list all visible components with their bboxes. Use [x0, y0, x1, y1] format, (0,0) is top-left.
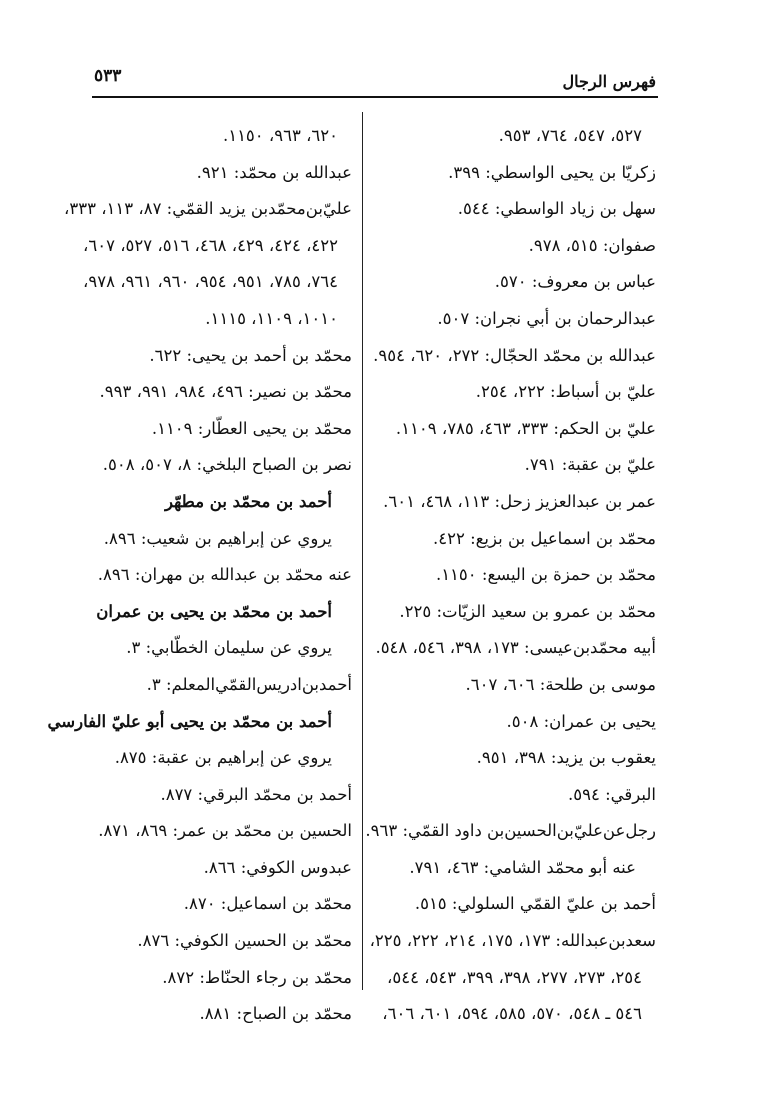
index-entry: عباس بن معروف: ٥٧٠. [494, 272, 656, 292]
index-entry: عنه محمّد بن عبدالله بن مهران: ٨٩٦. [97, 565, 352, 585]
index-entry: عمر بن عبدالعزيز زحل: ١١٣، ٤٦٨، ٦٠١. [383, 491, 656, 511]
index-entry: عنه أبو محمّد الشامي: ٤٦٣، ٧٩١. [409, 857, 636, 877]
index-entry: نصر بن الصباح البلخي: ٨، ٥٠٧، ٥٠٨. [102, 455, 352, 475]
index-entry: سعدبن‌عبدالله: ١٧٣، ١٧٥، ٢١٤، ٢٢٢، ٢٢٥، [369, 931, 656, 951]
page-number: ٥٣٣ [94, 66, 122, 86]
index-entry: ١٠١٠، ١١٠٩، ١١١٥. [205, 308, 338, 328]
right-column [365, 118, 656, 1033]
index-entry: محمّد بن الحسين الكوفي: ٨٧٦. [137, 931, 352, 951]
index-entry: محمّد بن اسماعيل: ٨٧٠. [183, 894, 352, 914]
index-entry: يروي عن إبراهيم بن عقبة: ٨٧٥. [114, 748, 332, 768]
index-entry: عليّ بن أسباط: ٢٢٢، ٢٥٤. [475, 382, 656, 402]
index-entry: ٢٥٤، ٢٧٣، ٢٧٧، ٣٩٨، ٣٩٩، ٥٤٣، ٥٤٤، [387, 967, 642, 987]
index-entry: أحمد بن عليّ القمّي السلولي: ٥١٥. [414, 894, 656, 914]
index-entry: ٧٦٤، ٧٨٥، ٩٥١، ٩٥٤، ٩٦٠، ٩٦١، ٩٧٨، [83, 272, 338, 292]
index-entry: يروي عن سليمان الخطّابي: ٣. [126, 638, 332, 658]
index-entry: عبدالله بن محمّد: ٩٢١. [196, 162, 352, 182]
index-entry: أحمد بن محمّد البرقي: ٨٧٧. [160, 784, 352, 804]
header-title: فهرس الرجال [562, 72, 656, 91]
index-entry: ٦٢٠، ٩٦٣، ١١٥٠. [222, 126, 338, 145]
index-entry: عبدالرحمان بن أبي نجران: ٥٠٧. [437, 308, 656, 328]
index-entry: محمّد بن يحيى العطّار: ١١٠٩. [151, 418, 352, 438]
index-entry: يحيى بن عمران: ٥٠٨. [506, 711, 656, 731]
index-entry: ٥٤٦ ـ ٥٤٨، ٥٧٠، ٥٨٥، ٥٩٤، ٦٠١، ٦٠٦، [382, 1004, 642, 1024]
index-entry: عليّ‌بن‌محمّدبن يزيد القمّي: ٨٧، ١١٣، ٣٣٣، [64, 199, 352, 219]
index-entry: محمّد بن رجاء الحنّاط: ٨٧٢. [162, 967, 352, 987]
index-entry: يروي عن إبراهيم بن شعيب: ٨٩٦. [103, 528, 332, 548]
index-entry: عليّ بن الحكم: ٣٣٣، ٤٦٣، ٧٨٥، ١١٠٩. [395, 418, 656, 438]
index-entry: ٥٢٧، ٥٤٧، ٧٦٤، ٩٥٣. [498, 126, 642, 145]
column-divider [362, 112, 363, 990]
index-entry: زكريّا بن يحيى الواسطي: ٣٩٩. [448, 162, 656, 182]
index-entry: يعقوب بن يزيد: ٣٩٨، ٩٥١. [476, 748, 656, 768]
index-entry: محمّد بن الصباح: ٨٨١. [199, 1004, 352, 1024]
index-heading: أحمد بن محمّد بن يحيى بن عمران [96, 601, 332, 621]
index-entry: البرقي: ٥٩٤. [568, 784, 656, 804]
left-column [47, 118, 352, 1033]
page-header [92, 62, 658, 98]
index-entry: عبدالله بن محمّد الحجّال: ٢٧٢، ٦٢٠، ٩٥٤. [373, 345, 656, 365]
index-heading: أحمد بن محمّد بن مطهّر [164, 491, 332, 511]
index-entry: ٤٢٢، ٤٢٤، ٤٢٩، ٤٦٨، ٥١٦، ٥٢٧، ٦٠٧، [83, 235, 338, 255]
index-entry: عبدوس الكوفي: ٨٦٦. [203, 857, 352, 877]
index-entry: موسى بن طلحة: ٦٠٦، ٦٠٧. [465, 674, 656, 694]
index-entry: أحمدبن‌ادريس‌القمّي‌المعلم: ٣. [146, 674, 352, 694]
index-entry: محمّد بن أحمد بن يحيى: ٦٢٢. [149, 345, 352, 365]
index-entry: عليّ بن عقبة: ٧٩١. [524, 455, 656, 475]
index-entry: محمّد بن حمزة بن اليسع: ١١٥٠. [435, 565, 656, 585]
index-entry: محمّد بن نصير: ٤٩٦، ٩٨٤، ٩٩١، ٩٩٣. [99, 382, 352, 402]
index-entry: محمّد بن اسماعيل بن بزيع: ٤٢٢. [433, 528, 656, 548]
index-entry: سهل بن زياد الواسطي: ٥٤٤. [457, 199, 656, 219]
index-heading: أحمد بن محمّد بن يحيى أبو عليّ الفارسي [47, 711, 332, 731]
index-entry: صفوان: ٥١٥، ٩٧٨. [528, 235, 656, 255]
index-entry: محمّد بن عمرو بن سعيد الزيّات: ٢٢٥. [399, 601, 656, 621]
index-entry: الحسين بن محمّد بن عمر: ٨٦٩، ٨٧١. [98, 821, 352, 841]
index-entry: أبيه محمّدبن‌عيسى: ١٧٣، ٣٩٨، ٥٤٦، ٥٤٨. [375, 638, 656, 658]
index-entry: رجل‌عن‌عليّ‌بن‌الحسين‌بن داود القمّي: ٩٦٣. [365, 821, 656, 841]
